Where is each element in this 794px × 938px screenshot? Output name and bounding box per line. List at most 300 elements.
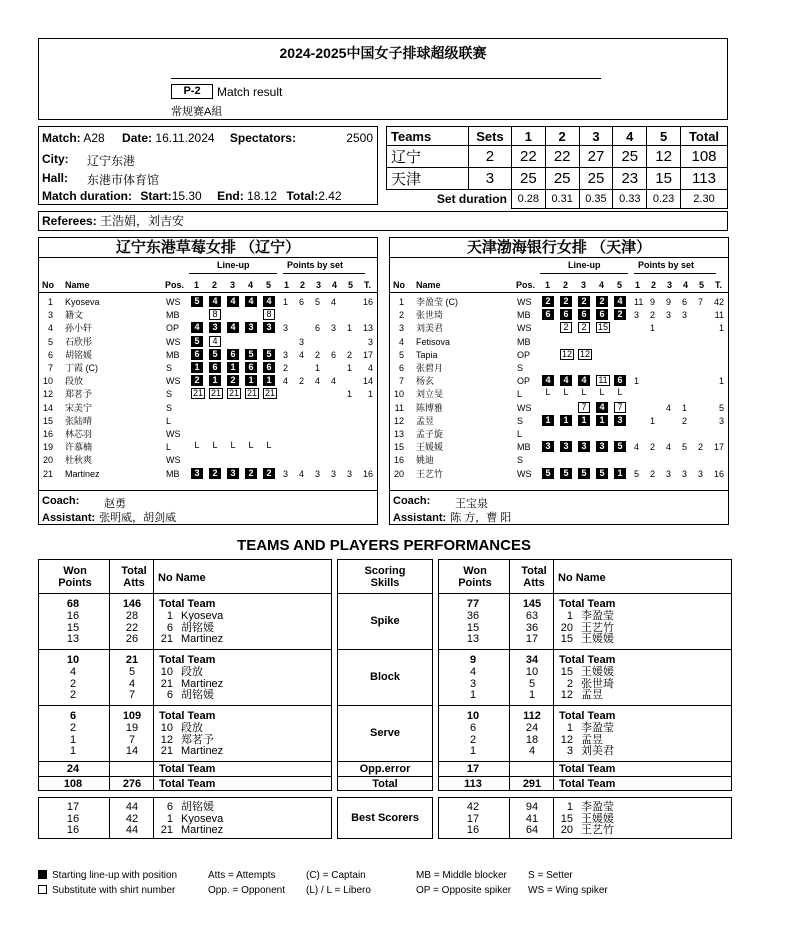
column-divider bbox=[153, 560, 154, 790]
lineup-cell: 4 bbox=[578, 375, 590, 386]
player-total: 11 bbox=[714, 310, 724, 321]
set-header-cell: 3 bbox=[579, 127, 613, 146]
player-number: 13 bbox=[393, 429, 404, 439]
header-divider bbox=[338, 593, 432, 594]
player-position: MB bbox=[166, 468, 180, 479]
coach-row bbox=[42, 495, 126, 510]
points-set-header: 3 bbox=[316, 280, 322, 290]
points-cell: 1 bbox=[682, 402, 688, 413]
hall-label: Hall: bbox=[42, 171, 69, 185]
set-header-cell: Teams bbox=[387, 127, 469, 146]
player-number: 21 bbox=[160, 633, 173, 645]
player-number: 12 bbox=[160, 733, 173, 746]
lineup-cell: 5 bbox=[578, 468, 590, 479]
player-row bbox=[390, 336, 728, 349]
header-divider bbox=[171, 78, 601, 79]
lineup-cell: 5 bbox=[191, 296, 203, 307]
player-atts: 24 bbox=[525, 722, 539, 734]
skill-total-won: 10 bbox=[466, 710, 480, 722]
player-row bbox=[390, 322, 728, 335]
lineup-cell: 11 bbox=[596, 375, 610, 386]
points-cell: 3 bbox=[331, 468, 337, 479]
opp-error-won: 24 bbox=[66, 763, 80, 775]
report-header bbox=[38, 38, 728, 120]
lineup-cell: 6 bbox=[614, 375, 626, 386]
lineup-cell: L bbox=[617, 387, 623, 398]
lineup-cell: 1 bbox=[227, 362, 239, 373]
player-name: 张世琦 bbox=[416, 310, 444, 321]
points-cell: 4 bbox=[283, 376, 289, 387]
player-number: 2 bbox=[566, 677, 573, 690]
player-name: 石欣彤 bbox=[65, 336, 93, 347]
player-row bbox=[39, 454, 377, 467]
points-cell: 9 bbox=[650, 297, 656, 307]
player-number: 3 bbox=[398, 323, 404, 334]
best-won: 42 bbox=[466, 801, 480, 813]
column-header-divider bbox=[39, 292, 377, 293]
no-col-header: No bbox=[393, 280, 405, 290]
set-points: 12 bbox=[647, 146, 681, 168]
player-name: 李盈莹 bbox=[581, 610, 614, 622]
player-total: 17 bbox=[362, 349, 373, 360]
spectators-label: Spectators: bbox=[229, 131, 296, 145]
player-number: 1 bbox=[166, 610, 173, 622]
legend-s: S = Setter bbox=[528, 870, 573, 881]
best-name: 王媛媛 bbox=[581, 812, 614, 825]
player-row bbox=[390, 375, 728, 388]
player-position: S bbox=[166, 363, 173, 373]
set-duration-value: 0.33 bbox=[613, 190, 647, 209]
legend-op: OP = Opposite spiker bbox=[416, 885, 512, 896]
player-atts: 7 bbox=[128, 689, 136, 701]
player-won: 2 bbox=[469, 733, 477, 746]
best-atts: 44 bbox=[125, 801, 139, 813]
player-position: MB bbox=[517, 310, 531, 321]
player-name: 姚迪 bbox=[416, 455, 435, 466]
player-number: 12 bbox=[393, 415, 404, 426]
total-points: 113 bbox=[681, 168, 728, 190]
referees-names: 王浩娟，刘吉安 bbox=[100, 214, 185, 228]
end-time: 18.12 bbox=[247, 189, 278, 203]
coach-label: Coach: bbox=[42, 495, 80, 507]
player-number: 16 bbox=[42, 429, 53, 439]
lineup-cell: 2 bbox=[191, 375, 203, 386]
lineup-cell: 21 bbox=[246, 388, 257, 399]
no-name-header: No Name bbox=[558, 572, 606, 584]
points-cell: 4 bbox=[666, 402, 672, 413]
lineup-cell: 5 bbox=[209, 349, 221, 360]
points-cell: 4 bbox=[634, 442, 640, 453]
total-divider bbox=[439, 776, 731, 777]
player-name: 林芯羽 bbox=[65, 429, 93, 439]
points-cell: 1 bbox=[315, 363, 321, 373]
set-scores-panel bbox=[386, 126, 728, 205]
points-cell: 3 bbox=[299, 336, 305, 347]
points-cell: 3 bbox=[666, 468, 672, 479]
lineup-cell: 3 bbox=[263, 322, 275, 333]
scoring-skills-header: Scoring Skills bbox=[364, 565, 406, 589]
start-time: 15.30 bbox=[171, 189, 202, 203]
player-row bbox=[39, 309, 377, 322]
player-number: 20 bbox=[42, 455, 53, 466]
total-team-label: Total Team bbox=[559, 778, 616, 790]
lineup-cell: 4 bbox=[191, 322, 203, 333]
lineup-cell: 1 bbox=[263, 375, 275, 386]
player-name: 孟昱 bbox=[581, 689, 603, 701]
player-name: 王媛媛 bbox=[581, 633, 614, 645]
player-number: 10 bbox=[160, 666, 173, 678]
lineup-cell: 2 bbox=[578, 296, 590, 307]
grand-total-atts: 291 bbox=[522, 778, 542, 790]
points-cell: 6 bbox=[331, 349, 337, 360]
right-best-scorers-table bbox=[438, 797, 732, 839]
lineup-cell: 5 bbox=[263, 349, 275, 360]
player-won: 2 bbox=[69, 689, 77, 701]
points-cell: 1 bbox=[347, 323, 353, 334]
lineup-cell: 12 bbox=[561, 348, 572, 359]
best-won: 17 bbox=[66, 801, 80, 813]
player-name: 王媛媛 bbox=[581, 666, 614, 678]
player-atts: 19 bbox=[125, 722, 139, 734]
column-divider bbox=[109, 560, 110, 790]
skill-total-won: 77 bbox=[466, 598, 480, 610]
player-row bbox=[39, 336, 377, 349]
player-atts: 14 bbox=[125, 745, 139, 757]
sets-won: 3 bbox=[469, 168, 512, 190]
lineup-cell: 2 bbox=[542, 296, 554, 307]
assistant-label: Assistant: bbox=[42, 512, 96, 524]
player-name: 张碧月 bbox=[416, 363, 444, 373]
lineup-cell: 1 bbox=[191, 362, 203, 373]
player-total: 3 bbox=[367, 336, 373, 347]
skill-total-atts: 21 bbox=[125, 654, 139, 666]
skill-total-atts: 112 bbox=[523, 710, 541, 722]
skill-divider bbox=[39, 649, 331, 650]
lineup-cell: 3 bbox=[542, 441, 554, 452]
player-position: S bbox=[517, 415, 524, 426]
points-cell: 2 bbox=[650, 310, 656, 321]
points-cell: 6 bbox=[315, 323, 321, 334]
player-number: 4 bbox=[398, 336, 404, 347]
player-name: Martinez bbox=[181, 633, 224, 645]
lineup-set-header: 4 bbox=[599, 280, 605, 290]
points-cell: 2 bbox=[650, 468, 656, 479]
hall-row bbox=[42, 171, 68, 185]
best-won: 17 bbox=[466, 812, 480, 825]
player-won: 3 bbox=[469, 677, 477, 690]
player-number: 6 bbox=[166, 689, 173, 701]
player-atts: 1 bbox=[528, 689, 536, 701]
points-cell: 9 bbox=[666, 297, 672, 307]
assistant-names: 陈 方，曹 阳 bbox=[450, 512, 512, 524]
player-number: 7 bbox=[398, 376, 404, 387]
set-points: 25 bbox=[613, 146, 647, 168]
lineup-set-header: 3 bbox=[230, 280, 236, 290]
player-atts: 28 bbox=[125, 610, 139, 622]
column-divider bbox=[509, 560, 510, 790]
opp-error-won: 17 bbox=[466, 763, 480, 775]
best-atts: 64 bbox=[525, 824, 539, 836]
lineup-cell: L bbox=[230, 440, 236, 451]
lineup-cell: 4 bbox=[227, 296, 239, 307]
total-divider bbox=[338, 776, 432, 777]
points-set-header: 5 bbox=[699, 280, 705, 290]
duration-label: Match duration: bbox=[42, 189, 132, 203]
match-number: A28 bbox=[83, 131, 105, 145]
player-row bbox=[390, 441, 728, 454]
player-won: 36 bbox=[466, 610, 480, 622]
player-name: 许慕楠 bbox=[65, 442, 93, 453]
lineup-set-header: 4 bbox=[248, 280, 254, 290]
column-divider bbox=[109, 798, 110, 838]
assistant-label: Assistant: bbox=[393, 512, 447, 524]
points-cell: 7 bbox=[698, 297, 704, 307]
lineup-cell: 7 bbox=[614, 402, 626, 413]
player-row bbox=[39, 375, 377, 388]
lineup-cell: 12 bbox=[579, 348, 590, 359]
points-cell: 6 bbox=[682, 297, 688, 307]
set-header-cell: 4 bbox=[613, 127, 647, 146]
match-date: 16.11.2024 bbox=[155, 131, 215, 145]
player-position: WS bbox=[166, 297, 181, 307]
start-label: Start: bbox=[140, 189, 172, 203]
doc-code-badge: P-2 bbox=[171, 84, 213, 99]
column-divider bbox=[153, 798, 154, 838]
points-cell: 4 bbox=[331, 376, 337, 387]
best-number: 1 bbox=[166, 812, 173, 825]
player-atts: 10 bbox=[525, 666, 539, 678]
set-duration-value: 0.23 bbox=[647, 190, 681, 209]
player-number: 1 bbox=[398, 297, 404, 307]
lineup-cell: 2 bbox=[578, 322, 590, 333]
set-header-cell: Sets bbox=[469, 127, 512, 146]
player-row bbox=[390, 402, 728, 415]
lineup-cell: 5 bbox=[614, 441, 626, 452]
player-number: 10 bbox=[42, 376, 53, 387]
lineup-cell: 6 bbox=[227, 349, 239, 360]
set-header-cell: 5 bbox=[647, 127, 681, 146]
city-value: 辽宁东港 bbox=[87, 154, 136, 168]
player-total: 5 bbox=[718, 402, 724, 413]
points-cell: 2 bbox=[698, 442, 704, 453]
no-col-header: No bbox=[42, 280, 54, 290]
player-atts: 22 bbox=[125, 621, 139, 634]
lineup-cell: 1 bbox=[245, 375, 257, 386]
player-position: WS bbox=[166, 429, 181, 439]
lineup-header: Line-up bbox=[217, 260, 250, 270]
player-position: WS bbox=[166, 455, 181, 466]
lineup-set-header: 2 bbox=[563, 280, 569, 290]
player-row bbox=[39, 349, 377, 362]
set-points: 22 bbox=[511, 146, 545, 168]
player-total: 4 bbox=[367, 363, 373, 373]
end-label: End: bbox=[217, 189, 244, 203]
lineup-cell: 6 bbox=[560, 309, 572, 320]
lineup-set-header: 5 bbox=[617, 280, 623, 290]
player-total: 1 bbox=[367, 389, 373, 400]
lineup-cell: 5 bbox=[191, 336, 203, 347]
lineup-cell: L bbox=[581, 387, 587, 398]
set-points: 25 bbox=[511, 168, 545, 190]
lineup-cell: 21 bbox=[192, 388, 203, 399]
player-name: 丁霞 (C) bbox=[65, 363, 98, 373]
match-row bbox=[42, 131, 296, 145]
player-number: 1 bbox=[566, 722, 573, 734]
points-cell: 3 bbox=[331, 323, 337, 334]
referees-bar bbox=[38, 211, 728, 231]
lineup-cell: 6 bbox=[209, 362, 221, 373]
grand-total-atts: 276 bbox=[122, 778, 142, 790]
lineup-cell: 2 bbox=[614, 309, 626, 320]
player-position: WS bbox=[517, 468, 532, 479]
column-divider bbox=[509, 798, 510, 838]
legend-mb: MB = Middle blocker bbox=[416, 870, 507, 881]
total-team-label: Total Team bbox=[159, 778, 216, 790]
set-header-cell: 2 bbox=[545, 127, 579, 146]
coach-divider bbox=[390, 490, 728, 491]
points-cell: 4 bbox=[331, 297, 337, 307]
lineup-cell: L bbox=[212, 440, 218, 451]
lineup-cell: 3 bbox=[191, 468, 203, 479]
player-name: 王艺竹 bbox=[581, 621, 614, 634]
player-row bbox=[390, 388, 728, 401]
player-name: Fetisova bbox=[416, 336, 451, 347]
player-name: 孙小轩 bbox=[65, 323, 93, 334]
skill-divider bbox=[439, 705, 731, 706]
player-total: 16 bbox=[362, 468, 373, 479]
player-won: 2 bbox=[69, 677, 77, 690]
lineup-cell: 3 bbox=[227, 468, 239, 479]
points-set-header: 2 bbox=[651, 280, 657, 290]
player-won: 1 bbox=[469, 745, 477, 757]
pos-col-header: Pos. bbox=[165, 280, 185, 290]
lineup-cell: 1 bbox=[542, 415, 554, 426]
player-position: MB bbox=[166, 310, 180, 321]
lineup-cell: 2 bbox=[245, 468, 257, 479]
legend-substitute: Substitute with shirt number bbox=[38, 885, 175, 896]
player-row bbox=[39, 415, 377, 428]
lineup-cell: 4 bbox=[560, 375, 572, 386]
total-team-label: Total Team bbox=[159, 598, 216, 610]
player-won: 6 bbox=[469, 722, 477, 734]
team-away-panel bbox=[389, 237, 729, 525]
player-number: 4 bbox=[47, 323, 53, 334]
lineup-set-header: 3 bbox=[581, 280, 587, 290]
legend-starting: Starting line-up with position bbox=[38, 870, 177, 881]
points-cell: 3 bbox=[283, 323, 289, 334]
left-performance-table bbox=[38, 559, 332, 791]
player-name: 郑茗予 bbox=[65, 389, 93, 400]
doc-title: Match result bbox=[217, 85, 283, 99]
points-cell: 4 bbox=[315, 376, 321, 387]
points-cell: 3 bbox=[682, 468, 688, 479]
player-position: WS bbox=[517, 297, 532, 307]
best-number: 1 bbox=[566, 801, 573, 813]
skill-divider bbox=[39, 705, 331, 706]
player-atts: 5 bbox=[128, 666, 136, 678]
best-won: 16 bbox=[466, 824, 480, 836]
total-col-header: T. bbox=[364, 280, 372, 290]
set-duration-value: 0.28 bbox=[511, 190, 545, 209]
best-scorers-label-box bbox=[337, 797, 433, 839]
skill-name: Spike bbox=[370, 615, 400, 627]
player-number: 10 bbox=[160, 722, 173, 734]
points-cell: 5 bbox=[634, 468, 640, 479]
team-home-panel bbox=[38, 237, 378, 525]
player-number: 20 bbox=[560, 621, 573, 634]
player-name: 杨玄 bbox=[416, 376, 435, 387]
set-scores-table bbox=[386, 126, 728, 209]
player-row bbox=[39, 388, 377, 401]
lineup-cell: 4 bbox=[596, 402, 608, 413]
lineup-cell: 4 bbox=[245, 296, 257, 307]
points-cell: 4 bbox=[299, 468, 305, 479]
points-cell: 1 bbox=[283, 297, 289, 307]
player-number: 1 bbox=[47, 297, 53, 307]
player-total: 3 bbox=[718, 415, 724, 426]
best-number: 6 bbox=[166, 801, 173, 813]
player-number: 21 bbox=[42, 468, 53, 479]
player-won: 1 bbox=[469, 689, 477, 701]
player-number: 3 bbox=[566, 745, 573, 757]
points-cell: 2 bbox=[347, 349, 353, 360]
points-set-header: 4 bbox=[332, 280, 338, 290]
player-position: S bbox=[166, 402, 173, 413]
player-total: 1 bbox=[718, 376, 724, 387]
set-header-cell: 1 bbox=[511, 127, 545, 146]
lineup-divider bbox=[540, 273, 628, 274]
set-points: 27 bbox=[579, 146, 613, 168]
team-short-name: 天津 bbox=[387, 168, 469, 190]
lineup-cell: 6 bbox=[263, 362, 275, 373]
total-duration-value: 2.30 bbox=[681, 190, 728, 209]
total-divider bbox=[39, 776, 331, 777]
player-number: 6 bbox=[398, 363, 404, 373]
player-number: 12 bbox=[42, 389, 53, 400]
points-cell: 3 bbox=[666, 310, 672, 321]
won-points-header: Won Points bbox=[58, 565, 92, 589]
points-cell: 2 bbox=[283, 363, 289, 373]
lineup-cell: 3 bbox=[209, 322, 221, 333]
header-divider bbox=[39, 593, 331, 594]
player-row bbox=[39, 322, 377, 335]
opp-error-divider bbox=[338, 761, 432, 762]
player-row bbox=[39, 428, 377, 441]
total-points: 108 bbox=[681, 146, 728, 168]
player-row bbox=[39, 441, 377, 454]
player-atts: 4 bbox=[128, 677, 136, 690]
set-points: 23 bbox=[613, 168, 647, 190]
player-number: 6 bbox=[166, 621, 173, 634]
points-cell: 1 bbox=[347, 389, 353, 400]
player-number: 6 bbox=[47, 349, 53, 360]
points-cell: 2 bbox=[299, 376, 305, 387]
set-points: 15 bbox=[647, 168, 681, 190]
player-number: 20 bbox=[393, 468, 404, 479]
set-points: 22 bbox=[545, 146, 579, 168]
lineup-cell: 6 bbox=[596, 309, 608, 320]
player-number: 19 bbox=[42, 442, 53, 453]
set-scores-row-home bbox=[387, 146, 728, 168]
player-total: 42 bbox=[713, 297, 724, 307]
points-set-header: 5 bbox=[348, 280, 354, 290]
player-number: 21 bbox=[160, 677, 173, 690]
skill-total-atts: 34 bbox=[525, 654, 539, 666]
skill-total-won: 68 bbox=[66, 598, 80, 610]
player-atts: 7 bbox=[128, 733, 136, 746]
points-divider bbox=[283, 273, 365, 274]
player-won: 2 bbox=[69, 722, 77, 734]
